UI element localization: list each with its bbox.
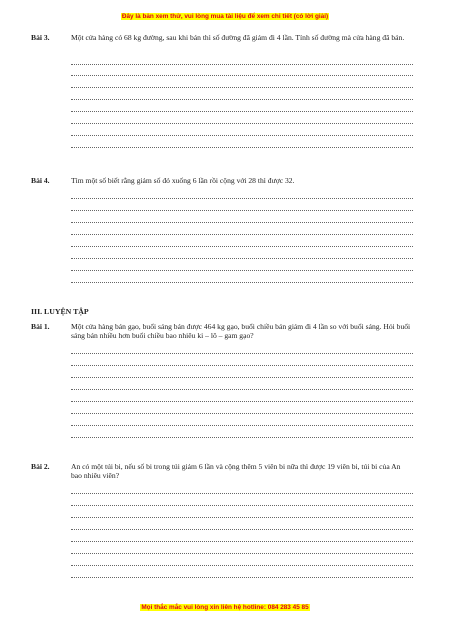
answer-line: [71, 222, 413, 223]
exercise-bai-4: [31, 176, 416, 286]
exercise-label: Bài 3.: [31, 33, 50, 42]
exercise-question: Một cửa hàng có 68 kg đường, sau khi bán thì số đường đã giảm đi 4 lần. Tính số đường mà cửa hàng đã bán.: [71, 33, 405, 42]
exercise-label: Bài 1.: [31, 322, 50, 331]
answer-line: [71, 270, 413, 271]
exercise-question: An có một túi bi, nếu số bi trong túi giảm 6 lần và cộng thêm 5 viên bi nữa thì được 19 viên bi, túi bi của An bao nhiêu viên?: [71, 462, 401, 481]
answer-line: [71, 234, 413, 235]
answer-line: [71, 389, 413, 390]
answer-line: [71, 353, 413, 354]
answer-line: [71, 437, 413, 438]
answer-line: [71, 75, 413, 76]
answer-line: [71, 377, 413, 378]
answer-line: [71, 147, 413, 148]
exercise-practice-bai-2: [31, 462, 416, 582]
answer-line: [71, 541, 413, 542]
answer-line: [71, 577, 413, 578]
answer-line: [71, 565, 413, 566]
answer-line: [71, 87, 413, 88]
exercise-question: Một cửa hàng bán gạo, buổi sáng bán được 464 kg gạo, buổi chiều bán giảm đi 4 lần so với buổi sáng. Hỏi buổi sáng bán nhiều hơn buổi chiều bao nhiêu ki – lô – gam gạo?: [71, 322, 411, 341]
exercise-question: Tìm một số biết rằng giảm số đó xuống 6 lần rồi cộng với 28 thì được 32.: [71, 176, 295, 185]
answer-line: [71, 135, 413, 136]
answer-line: [71, 99, 413, 100]
answer-line: [71, 282, 413, 283]
answer-line: [71, 493, 413, 494]
exercise-bai-3: [31, 33, 416, 153]
hotline-footer-banner: [0, 604, 450, 611]
answer-line: [71, 505, 413, 506]
answer-line: [71, 64, 413, 65]
answer-line: [71, 198, 413, 199]
hotline-text: Mọi thắc mắc vui lòng xin liên hệ hotline: 084 283 45 85: [141, 604, 309, 611]
answer-line: [71, 123, 413, 124]
answer-line: [71, 413, 413, 414]
answer-line: [71, 258, 413, 259]
section-heading: III. LUYỆN TẬP: [31, 307, 89, 316]
exercise-practice-bai-1: [31, 322, 416, 442]
answer-line: [71, 517, 413, 518]
answer-line: [71, 553, 413, 554]
preview-notice-text: Đây là bản xem thử, vui lòng mua tài liệu để xem chi tiết (có lời giải): [121, 13, 329, 20]
answer-line: [71, 401, 413, 402]
answer-line: [71, 111, 413, 112]
answer-line: [71, 210, 413, 211]
answer-line: [71, 365, 413, 366]
answer-line: [71, 246, 413, 247]
exercise-label: Bài 2.: [31, 462, 50, 471]
answer-line: [71, 425, 413, 426]
answer-line: [71, 529, 413, 530]
exercise-label: Bài 4.: [31, 176, 50, 185]
preview-notice-banner: [0, 13, 450, 20]
